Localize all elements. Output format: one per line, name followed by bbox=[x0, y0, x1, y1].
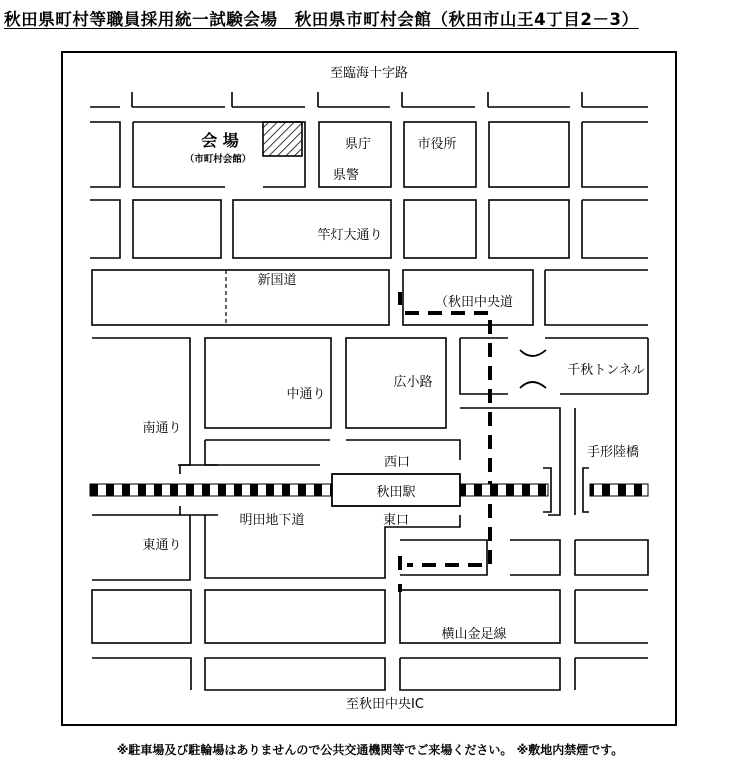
north-destination-label: 至臨海十字路 bbox=[329, 66, 409, 81]
venue-sublabel: （市町村会館） bbox=[184, 154, 252, 165]
tegata-bridge-symbol bbox=[543, 468, 589, 512]
venue-building bbox=[263, 122, 302, 156]
akita-chuo-road-label: （秋田中央道 bbox=[434, 295, 514, 310]
higashi-dori-label: 東通り bbox=[142, 538, 182, 553]
senshu-tunnel-symbol bbox=[520, 350, 546, 388]
railway-far-east bbox=[590, 484, 648, 496]
shinkokudo-label: 新国道 bbox=[257, 273, 297, 288]
railway-west bbox=[90, 484, 332, 496]
footer-note: ※駐車場及び駐輪場はありませんので公共交通機関等でご来場ください。 ※敷地内禁煙です。 bbox=[116, 743, 624, 757]
hirokoji-label: 広小路 bbox=[393, 375, 433, 390]
east-exit-label: 東口 bbox=[382, 513, 410, 528]
page-title: 秋田県町村等職員採用統一試験会場 秋田県市町村会館（秋田市山王4丁目2－3） bbox=[4, 10, 639, 29]
akita-station-label: 秋田駅 bbox=[376, 485, 416, 500]
city-blocks bbox=[90, 92, 648, 690]
naka-dori-label: 中通り bbox=[286, 387, 326, 402]
minami-dori-label: 南通り bbox=[142, 421, 182, 436]
prefectural-office-label: 県庁 bbox=[344, 137, 372, 152]
senshu-tunnel-label: 千秋トンネル bbox=[567, 363, 645, 378]
kanto-street-label: 竿灯大通り bbox=[317, 228, 383, 243]
map-frame bbox=[62, 52, 676, 725]
west-exit-label: 西口 bbox=[383, 455, 411, 470]
city-hall-label: 市役所 bbox=[417, 137, 457, 152]
tegata-bridge-label: 手形陸橋 bbox=[586, 445, 640, 460]
underpass-label: 明田地下道 bbox=[239, 513, 305, 528]
south-destination-label: 至秋田中央IC bbox=[346, 697, 424, 712]
prefectural-police-label: 県警 bbox=[332, 168, 360, 183]
venue-label: 会 場 bbox=[201, 131, 239, 150]
railway-east bbox=[460, 484, 548, 496]
yokoyama-line-label: 横山金足線 bbox=[441, 627, 507, 642]
